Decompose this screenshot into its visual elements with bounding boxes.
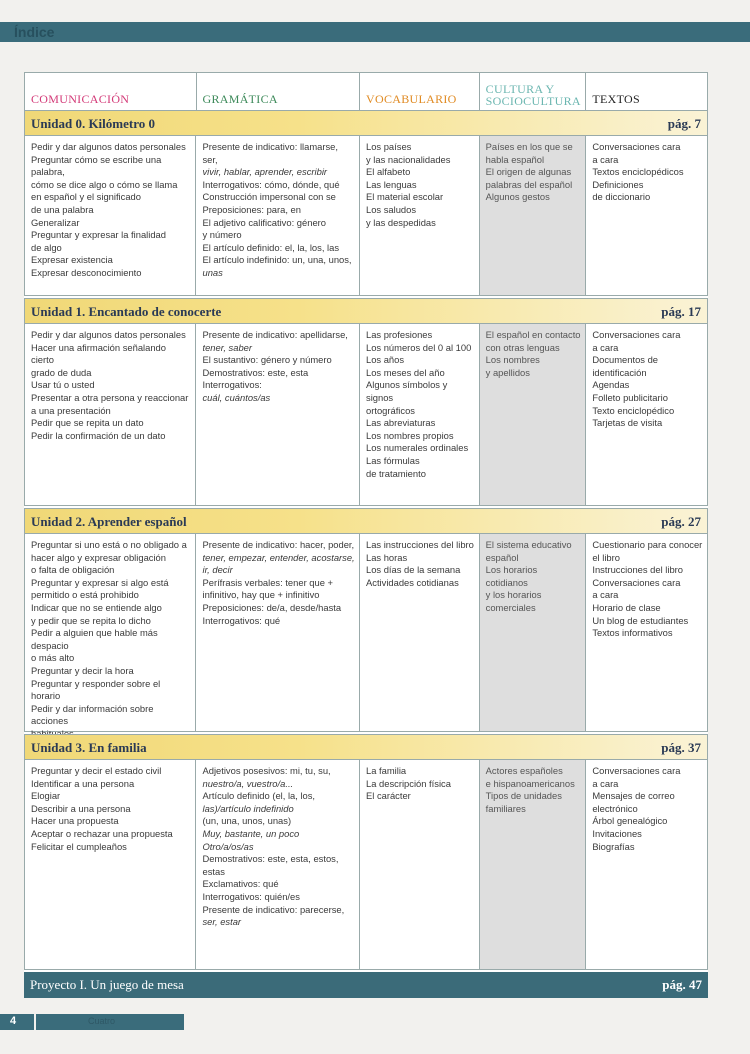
comunicacion-line: Preguntar y decir el estado civil xyxy=(31,765,162,776)
cell-vocabulario xyxy=(360,534,480,731)
index-title: Índice xyxy=(14,24,55,40)
comunicacion-line: grado de duda xyxy=(31,366,92,378)
header-vocabulario: VOCABULARIO xyxy=(360,73,480,110)
gramatica-line: vivir, hablar, aprender, escribir xyxy=(202,166,328,178)
textos-line: a cara xyxy=(592,589,619,601)
cell-gramatica xyxy=(196,324,360,505)
comunicacion-line: hacer algo y expresar obligación xyxy=(31,551,166,563)
textos-line: Biografías xyxy=(592,840,635,852)
cultura-line: habla español xyxy=(485,153,545,165)
gramatica-line: Demostrativos: este, esta xyxy=(202,366,309,378)
vocabulario-line: Las profesiones xyxy=(366,329,433,340)
comunicacion-line: Describir a una persona xyxy=(31,802,131,814)
vocabulario-line: y las nacionalidades xyxy=(366,153,451,165)
vocabulario-line: Algunos símbolos y signos xyxy=(366,379,448,403)
cell-comunicacion xyxy=(25,324,196,505)
vocabulario-line: Las instrucciones del libro xyxy=(366,539,474,550)
gramatica-line: Demostrativos: este, esta, estos, estas xyxy=(202,853,339,877)
cell-gramatica xyxy=(196,760,360,969)
vocabulario-line: Los números del 0 al 100 xyxy=(366,341,472,353)
vocabulario-line: Los días de la semana xyxy=(366,564,461,576)
vocabulario-line: La familia xyxy=(366,765,407,776)
comunicacion-line: Pedir a alguien que hable más despacio xyxy=(31,627,158,651)
cultura-line: y los horarios xyxy=(485,589,542,601)
textos-line: a cara xyxy=(592,777,619,789)
table-header xyxy=(24,72,708,110)
comunicacion-line: Generalizar xyxy=(31,216,80,228)
cultura-line: Los nombres xyxy=(485,354,540,366)
vocabulario-line: Los saludos xyxy=(366,203,417,215)
vocabulario-line: ortográficos xyxy=(366,404,415,416)
comunicacion-line: de una palabra xyxy=(31,203,94,215)
gramatica-line: Presente de indicativo: llamarse, ser, xyxy=(202,141,338,165)
gramatica-line: tener, saber xyxy=(202,341,252,353)
gramatica-line: cuál, cuántos/as xyxy=(202,391,271,403)
gramatica-line: Adjetivos posesivos: mi, tu, su, xyxy=(202,765,331,776)
textos-line: Definiciones xyxy=(592,178,644,190)
unit-page: pág. 27 xyxy=(661,514,701,529)
comunicacion-line: Hacer una propuesta xyxy=(31,815,119,827)
comunicacion-line: Presentar a otra persona y reaccionar xyxy=(31,391,189,403)
index-table xyxy=(24,72,708,998)
textos-line: Conversaciones cara xyxy=(592,576,681,588)
vocabulario-line: El material escolar xyxy=(366,191,444,203)
vocabulario-line: Las fórmulas xyxy=(366,454,420,466)
gramatica-line: Presente de indicativo: hacer, poder, xyxy=(202,539,355,550)
comunicacion-line: Pedir que se repita un dato xyxy=(31,417,144,429)
cell-cultura xyxy=(480,760,587,969)
gramatica-line: Construcción impersonal con se xyxy=(202,191,336,203)
comunicacion-line: cómo se dice algo o cómo se llama xyxy=(31,178,178,190)
gramatica-line: Interrogativos: qué xyxy=(202,614,281,626)
cultura-line: español xyxy=(485,551,519,563)
cell-comunicacion xyxy=(25,760,196,969)
comunicacion-line: Preguntar y responder sobre el horario xyxy=(31,677,161,702)
textos-line: electrónico xyxy=(592,802,638,814)
header-cultura-line2: SOCIOCULTURA xyxy=(485,94,581,108)
vocabulario-line: El carácter xyxy=(366,790,411,802)
vocabulario-line: Las abreviaturas xyxy=(366,417,436,429)
cell-textos xyxy=(586,136,707,295)
textos-line: Textos informativos xyxy=(592,627,673,639)
gramatica-line: El artículo indefinido: un, una, unos, xyxy=(202,254,352,266)
project-bar xyxy=(24,972,708,998)
comunicacion-line: de algo xyxy=(31,241,62,253)
header-comunicacion: COMUNICACIÓN xyxy=(25,73,197,110)
cell-textos xyxy=(586,324,707,505)
comunicacion-line: Preguntar cómo se escribe una palabra, xyxy=(31,153,162,178)
cultura-line: familiares xyxy=(485,802,526,814)
vocabulario-line: El alfabeto xyxy=(366,166,411,178)
vocabulario-line: Los nombres propios xyxy=(366,429,454,441)
unit-content-row xyxy=(24,324,708,506)
project-page: pág. 47 xyxy=(662,977,702,992)
textos-line: Cuestionario para conocer xyxy=(592,539,703,550)
gramatica-line: Presente de indicativo: parecerse, xyxy=(202,903,345,915)
textos-line: Documentos de xyxy=(592,354,659,366)
comunicacion-line: permitido o está prohibido xyxy=(31,589,139,601)
unit-title: Unidad 2. Aprender español xyxy=(31,514,187,529)
comunicacion-line: Preguntar y expresar si algo está xyxy=(31,576,169,588)
gramatica-line: infinitivo, hay que + infinitivo xyxy=(202,589,320,601)
textos-line: Tarjetas de visita xyxy=(592,417,663,429)
gramatica-line: unas xyxy=(202,266,223,278)
comunicacion-line: Aceptar o rechazar una propuesta xyxy=(31,827,173,839)
cell-cultura xyxy=(480,136,587,295)
gramatica-line: y número xyxy=(202,229,242,241)
textos-line: Conversaciones cara xyxy=(592,329,681,340)
unit-page: pág. 7 xyxy=(667,116,701,131)
comunicacion-line: Pedir y dar algunos datos personales xyxy=(31,141,186,152)
comunicacion-line: o más alto xyxy=(31,652,75,664)
cultura-line: Actores españoles xyxy=(485,765,563,776)
header-textos: TEXTOS xyxy=(592,92,640,106)
vocabulario-line: Los países xyxy=(366,141,412,152)
comunicacion-line: Pedir la confirmación de un dato xyxy=(31,429,166,441)
footer-label: Cuatro xyxy=(88,1016,116,1026)
cultura-line: con otras lenguas xyxy=(485,341,560,353)
comunicacion-line: Felicitar el cumpleaños xyxy=(31,840,127,852)
comunicacion-line: Preguntar si uno está o no obligado a xyxy=(31,539,187,550)
textos-line: Texto enciclopédico xyxy=(592,404,675,416)
vocabulario-line: de tratamiento xyxy=(366,467,426,479)
cultura-line: El español en contacto xyxy=(485,329,581,340)
textos-line: Textos enciclopédicos xyxy=(592,166,684,178)
comunicacion-line: Preguntar y expresar la finalidad xyxy=(31,229,166,241)
cultura-line: Los horarios cotidianos xyxy=(485,564,538,588)
comunicacion-line: Elogiar xyxy=(31,790,61,802)
header-gramatica: GRAMÁTICA xyxy=(197,73,361,110)
cell-comunicacion xyxy=(25,534,196,731)
gramatica-line: nuestro/a, vuestro/a... xyxy=(202,777,294,789)
vocabulario-line: Los meses del año xyxy=(366,366,445,378)
gramatica-line: Perífrasis verbales: tener que + xyxy=(202,576,334,588)
unit-bar xyxy=(24,734,708,760)
gramatica-line: El sustantivo: género y número xyxy=(202,354,332,366)
gramatica-line: El artículo definido: el, la, los, las xyxy=(202,241,340,253)
cultura-line: El sistema educativo xyxy=(485,539,572,550)
unit-page: pág. 17 xyxy=(661,304,701,319)
cell-gramatica xyxy=(196,136,360,295)
textos-line: Un blog de estudiantes xyxy=(592,614,689,626)
cell-comunicacion xyxy=(25,136,196,295)
textos-line: identificación xyxy=(592,366,647,378)
vocabulario-line: y las despedidas xyxy=(366,216,436,228)
gramatica-line: (un, una, unos, unas) xyxy=(202,815,292,827)
vocabulario-line: Las horas xyxy=(366,551,408,563)
index-title-band xyxy=(0,22,750,42)
unit-title: Unidad 0. Kilómetro 0 xyxy=(31,116,155,131)
comunicacion-line: o falta de obligación xyxy=(31,564,115,576)
vocabulario-line: La descripción física xyxy=(366,777,451,789)
cultura-line: e hispanoamericanos xyxy=(485,777,575,789)
unit-bar xyxy=(24,110,708,136)
textos-line: el libro xyxy=(592,551,620,563)
comunicacion-line: Usar tú o usted xyxy=(31,379,95,391)
cell-vocabulario xyxy=(360,136,480,295)
gramatica-line: Interrogativos: xyxy=(202,379,262,391)
vocabulario-line: Los numerales ordinales xyxy=(366,442,469,454)
footer-page-number: 4 xyxy=(0,1014,34,1030)
cultura-line: palabras del español xyxy=(485,178,573,190)
textos-line: de diccionario xyxy=(592,191,651,203)
comunicacion-line: Pedir y dar información sobre acciones xyxy=(31,702,154,727)
comunicacion-line: y pedir que se repita lo dicho xyxy=(31,614,151,626)
textos-line: Árbol genealógico xyxy=(592,815,668,827)
gramatica-line: Presente de indicativo: apellidarse, xyxy=(202,329,348,340)
cell-vocabulario xyxy=(360,324,480,505)
unit-bar xyxy=(24,508,708,534)
comunicacion-line: Preguntar y decir la hora xyxy=(31,664,134,676)
textos-line: Conversaciones cara xyxy=(592,765,681,776)
textos-line: Mensajes de correo xyxy=(592,790,675,802)
gramatica-line: Preposiciones: para, en xyxy=(202,203,301,215)
textos-line: Folleto publicitario xyxy=(592,391,668,403)
comunicacion-line: Indicar que no se entiende algo xyxy=(31,601,162,613)
unit-content-row xyxy=(24,136,708,296)
gramatica-line: Muy, bastante, un poco xyxy=(202,827,300,839)
project-title: Proyecto I. Un juego de mesa xyxy=(30,977,184,992)
textos-line: Instrucciones del libro xyxy=(592,564,684,576)
gramatica-line: Otro/a/os/as xyxy=(202,840,254,852)
textos-line: Horario de clase xyxy=(592,601,661,613)
comunicacion-line: Expresar desconocimiento xyxy=(31,266,142,278)
cultura-line: comerciales xyxy=(485,601,536,613)
gramatica-line: tener, empezar, entender, acostarse, xyxy=(202,551,355,563)
header-cultura-line1: CULTURA Y xyxy=(485,82,555,96)
unit-page: pág. 37 xyxy=(661,740,701,755)
cell-textos xyxy=(586,534,707,731)
gramatica-line: ser, estar xyxy=(202,916,242,928)
vocabulario-line: Actividades cotidianas xyxy=(366,576,459,588)
header-cultura xyxy=(480,73,587,110)
unit-bar xyxy=(24,298,708,324)
footer-bar xyxy=(36,1014,184,1030)
textos-line: Conversaciones cara xyxy=(592,141,681,152)
unit-content-row xyxy=(24,760,708,970)
comunicacion-line: Hacer una afirmación señalando cierto xyxy=(31,341,166,366)
unit-content-row xyxy=(24,534,708,732)
gramatica-line: las)/artículo indefinido xyxy=(202,802,294,814)
cell-textos xyxy=(586,760,707,969)
gramatica-line: Exclamativos: qué xyxy=(202,878,279,890)
unit-title: Unidad 1. Encantado de conocerte xyxy=(31,304,222,319)
cultura-line: El origen de algunas xyxy=(485,166,572,178)
comunicacion-line: Pedir y dar algunos datos personales xyxy=(31,329,186,340)
comunicacion-line: en español y el significado xyxy=(31,191,141,203)
textos-line: Agendas xyxy=(592,379,630,391)
gramatica-line: Interrogativos: quién/es xyxy=(202,890,300,902)
unit-title: Unidad 3. En familia xyxy=(31,740,147,755)
gramatica-line: Preposiciones: de/a, desde/hasta xyxy=(202,601,342,613)
cell-cultura xyxy=(480,324,587,505)
cultura-line: y apellidos xyxy=(485,366,530,378)
textos-line: a cara xyxy=(592,153,619,165)
comunicacion-line: Expresar existencia xyxy=(31,254,113,266)
gramatica-line: El adjetivo calificativo: género xyxy=(202,216,326,228)
comunicacion-line: a una presentación xyxy=(31,404,111,416)
cultura-line: Tipos de unidades xyxy=(485,790,562,802)
cultura-line: Países en los que se xyxy=(485,141,573,152)
gramatica-line: ir, decir xyxy=(202,564,233,576)
comunicacion-line: Identificar a una persona xyxy=(31,777,135,789)
textos-line: Invitaciones xyxy=(592,827,642,839)
vocabulario-line: Las lenguas xyxy=(366,178,417,190)
vocabulario-line: Los años xyxy=(366,354,405,366)
textos-line: a cara xyxy=(592,341,619,353)
cultura-line: Algunos gestos xyxy=(485,191,550,203)
gramatica-line: Artículo definido (el, la, los, xyxy=(202,790,316,802)
cell-vocabulario xyxy=(360,760,480,969)
cell-gramatica xyxy=(196,534,360,731)
gramatica-line: Interrogativos: cómo, dónde, qué xyxy=(202,178,340,190)
cell-cultura xyxy=(480,534,587,731)
